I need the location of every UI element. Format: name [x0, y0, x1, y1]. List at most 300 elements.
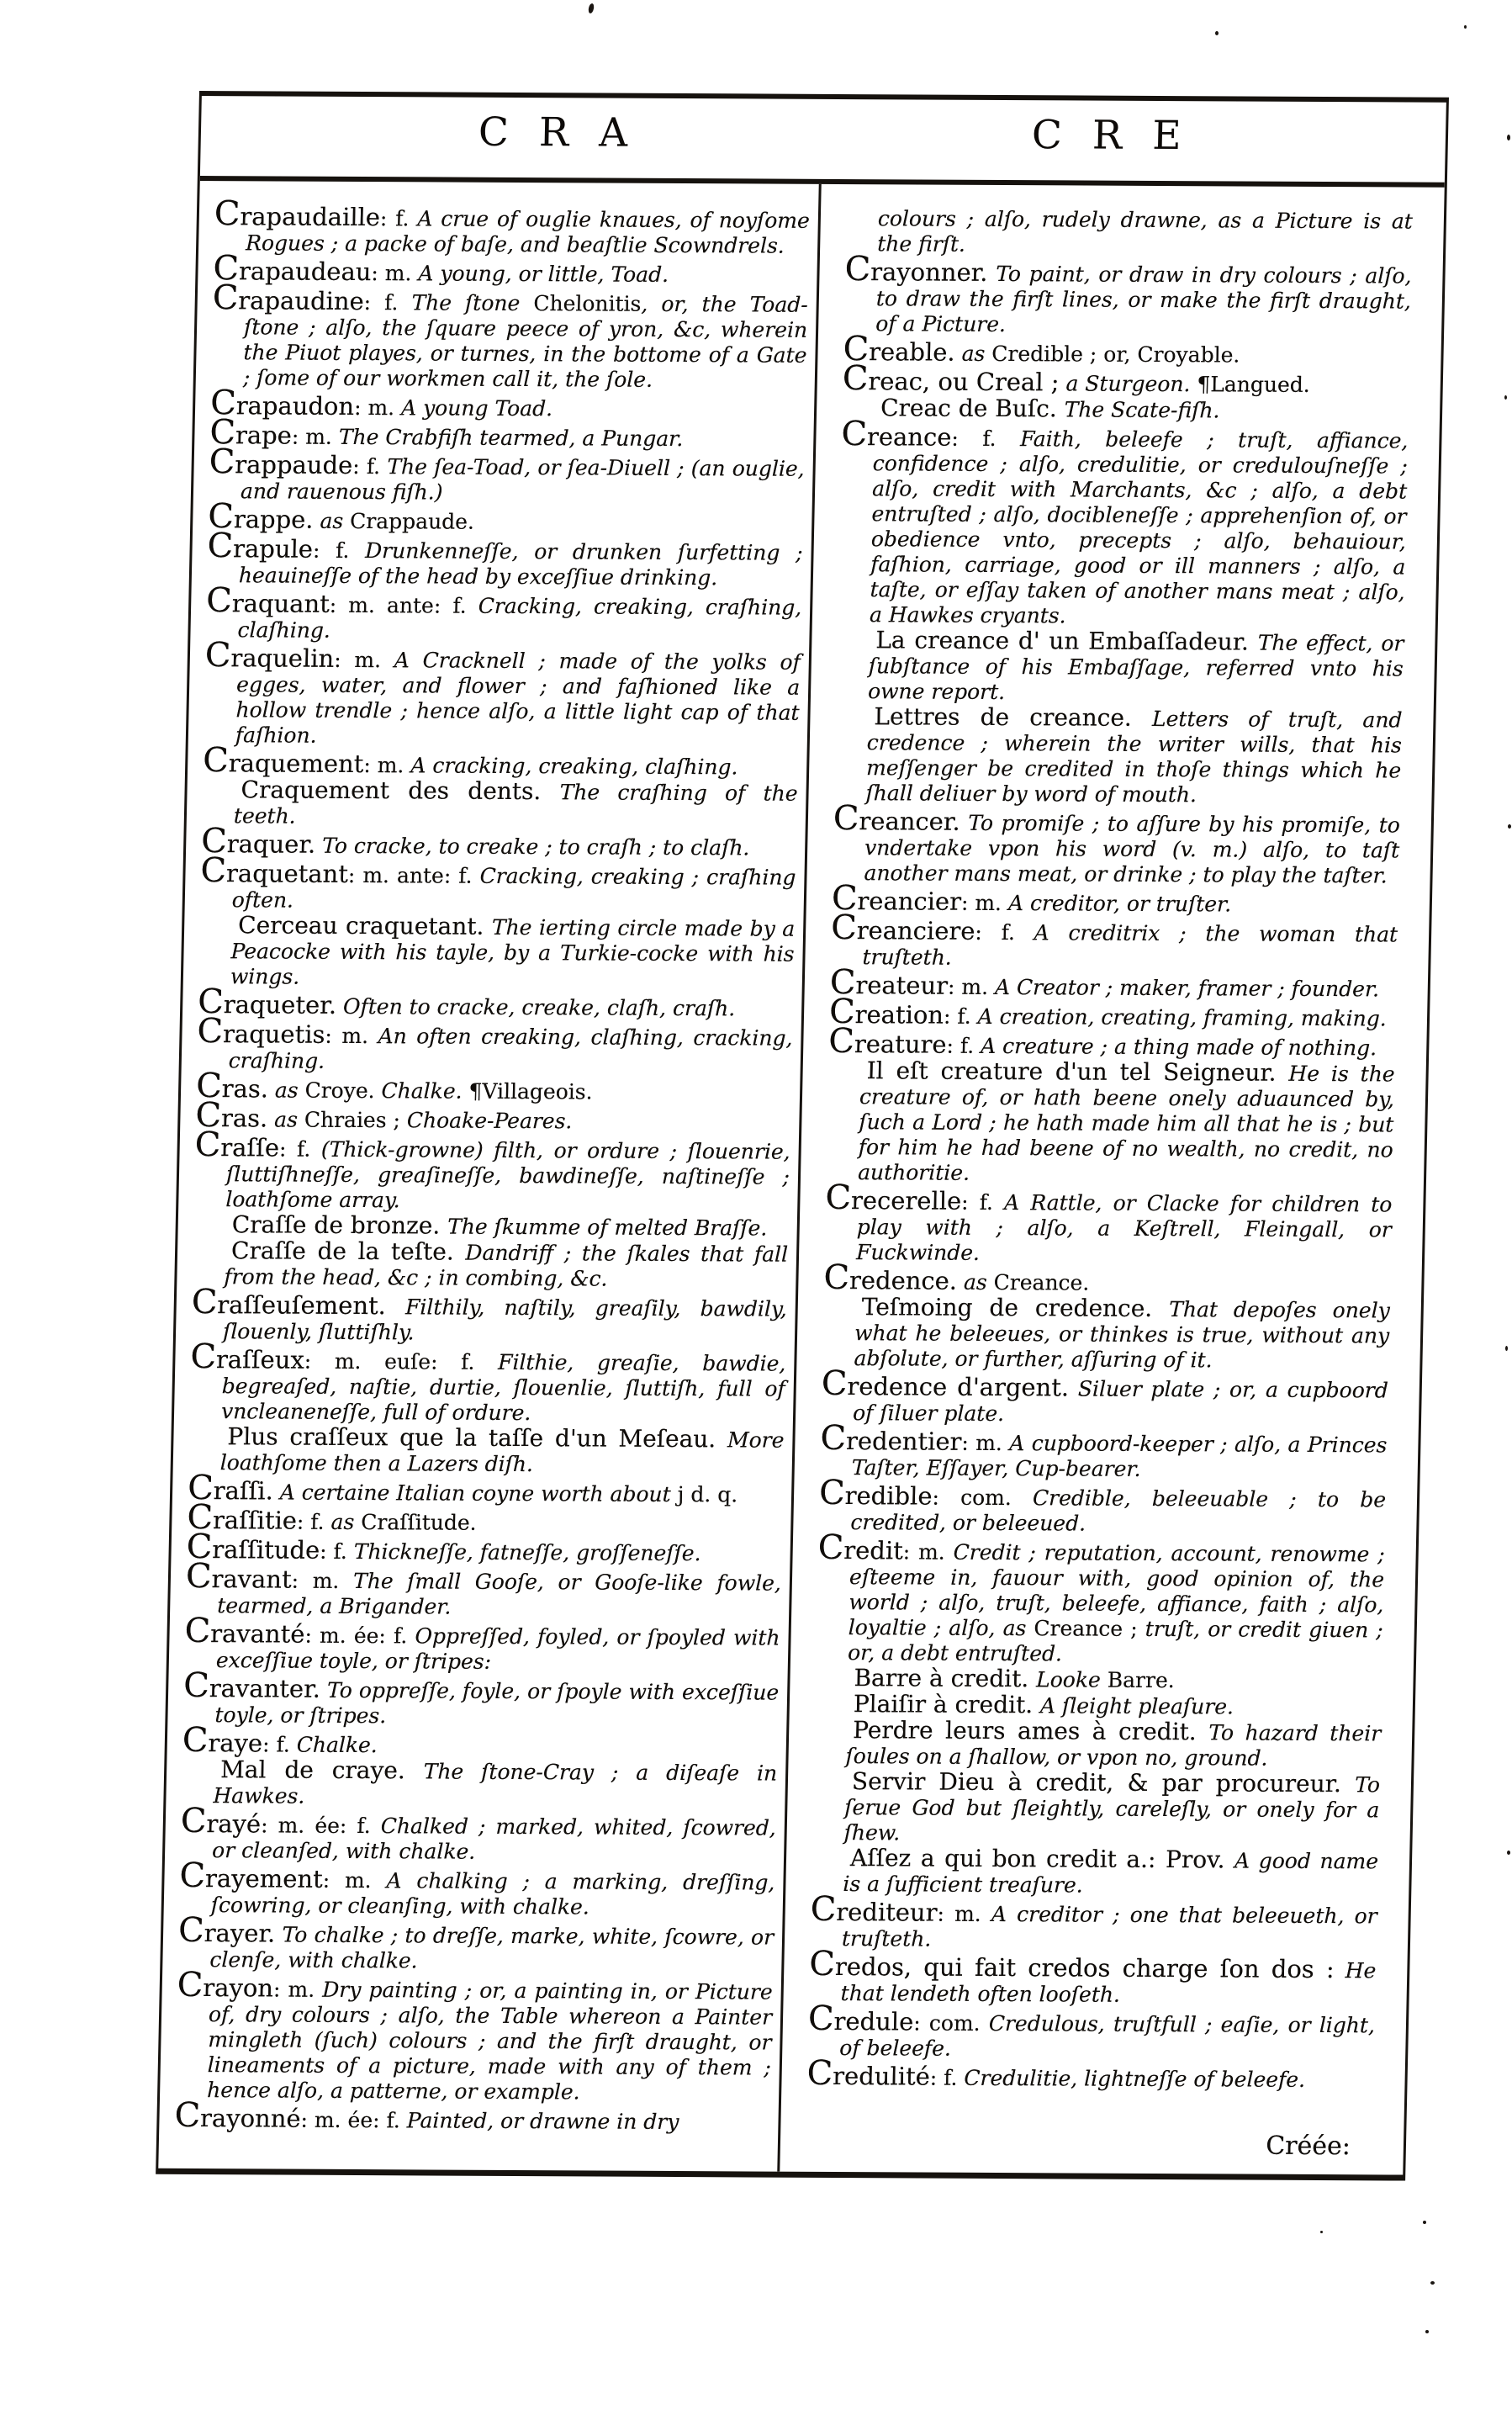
definition-text: : f. — [929, 2065, 965, 2090]
dictionary-subentry — [198, 913, 796, 993]
headword-initial: C — [200, 851, 227, 891]
definition-text: as — [330, 1509, 362, 1535]
headword: Createur — [829, 962, 949, 1003]
dictionary-entry — [204, 636, 801, 751]
dictionary-entry — [175, 1965, 774, 2106]
headword-initial: C — [200, 822, 228, 861]
headword-initial: C — [833, 798, 860, 839]
headword-initial: C — [197, 1012, 224, 1051]
subentry-phrase: Aſſez a qui bon credit a.: Prov. — [849, 1844, 1235, 1874]
headword-initial: C — [207, 497, 235, 537]
headword: Credit — [817, 1528, 904, 1568]
headword-initial: C — [205, 581, 233, 621]
definition-text: : m. — [363, 753, 411, 778]
definition-text: as — [267, 1107, 305, 1132]
definition-text: Credulous, truſtfull ; eaſie, or light, of beleefe. — [839, 2010, 1376, 2061]
definition-text: : m. — [353, 395, 402, 421]
dictionary-entry — [207, 527, 803, 591]
dictionary-subentry — [826, 1058, 1395, 1189]
definition-text: The ſkumme of melted Braſſe. — [447, 1214, 768, 1241]
subentry-phrase: Perdre leurs ames à credit. — [852, 1716, 1209, 1746]
definition-text: To chalke ; to dreſſe, marke, white, ſcowre, or clenſe, with chalke. — [209, 1922, 775, 1973]
dictionary-subentry — [192, 1238, 788, 1293]
definition-text: : f. — [352, 453, 388, 479]
headword: Creac, ou Creal ; — [842, 359, 1060, 399]
definition-text: : f. — [278, 1136, 322, 1162]
dictionary-entry — [810, 1889, 1377, 1955]
headword-initial: C — [202, 741, 230, 781]
headword-initial: C — [191, 1282, 218, 1322]
definition-text: : com. — [912, 2010, 990, 2036]
definition-text: The ſmall Gooſe, or Gooſe-like fowle, tearmed, a Brigander. — [216, 1568, 782, 1619]
dictionary-subentry — [202, 777, 798, 832]
headword-initial: C — [817, 1528, 844, 1568]
headword: Crayon — [177, 1965, 274, 2005]
definition-text: Craſſitude. — [360, 1510, 477, 1535]
dictionary-entry — [195, 1095, 791, 1136]
headword-initial: C — [844, 250, 871, 289]
dictionary-entry — [182, 1665, 780, 1731]
headword-initial: C — [212, 278, 239, 318]
dictionary-entry — [806, 2053, 1374, 2094]
headword-initial: C — [180, 1801, 208, 1841]
definition-text: : m. — [960, 890, 1009, 916]
headword: Credule — [807, 1999, 914, 2038]
definition-text: A chalking ; a marking, dreſſing, ſcowring, or cleanſing, with chalke. — [210, 1868, 775, 1920]
definition-text: The effect, or ſubſtance of his Embaſſage, referred vnto his owne report. — [867, 630, 1404, 705]
headword: Crapaudaille — [214, 194, 381, 234]
entry-continuation — [845, 206, 1413, 260]
headword: Cras. — [195, 1066, 269, 1106]
definition-text: Siluer plate ; or, a cupboord of ſiluer plate. — [852, 1376, 1389, 1427]
scan-speckle — [1504, 395, 1507, 400]
definition-text: A creditor, or truſter. — [1007, 891, 1232, 917]
right-column — [806, 206, 1413, 2093]
headword: Creance — [841, 415, 952, 454]
definition-text: : f. — [975, 919, 1035, 945]
definition-text: : m. ée: f. — [300, 2107, 408, 2133]
page-border — [156, 91, 1449, 2181]
headword-initial: C — [186, 1497, 214, 1538]
dictionary-entry — [197, 1012, 793, 1077]
subentry-phrase: Mal de craye. — [219, 1755, 425, 1785]
headword: Crecerelle — [825, 1178, 962, 1218]
definition-text: : f. — [379, 206, 418, 231]
definition-text: A creditor ; one that beleeueth, or truſteth. — [841, 1901, 1377, 1951]
definition-text: Chalke. — [381, 1078, 469, 1104]
definition-text: A good name is a ſufficient treaſure. — [843, 1848, 1379, 1898]
definition-text: That depoſes onely what he beleeues, or thinkes is true, without any abſolute, or further, aſſuring of it. — [854, 1297, 1391, 1373]
headword-initial: C — [187, 1468, 214, 1508]
definition-text: A creation, creating, framing, making. — [977, 1003, 1388, 1031]
definition-text: a Sturgeon. — [1059, 371, 1197, 397]
headword-initial: C — [207, 527, 234, 566]
headword: Crapaudine — [212, 278, 365, 318]
dictionary-subentry — [811, 1845, 1378, 1900]
headword: Creable. — [843, 330, 956, 369]
dictionary-entry — [808, 1944, 1377, 2010]
headword-initial: C — [195, 1066, 223, 1106]
headword-initial: C — [843, 330, 870, 369]
definition-text: Dry painting ; or, a painting in, or Picture of, dry colours ; alſo, the Table whereon a Painter mingleth (ſuch) colours ; and the firſt draught, or lineaments of a picture, made with any of them ; hence alſo, a patterne, or example. — [206, 1977, 774, 2105]
definition-text: To oppreſſe, foyle, or ſpoyle with exceſſiue toyle, or ſtripes. — [214, 1677, 780, 1729]
definition-text: A young, or little, Toad. — [418, 261, 669, 287]
headword-initial: C — [823, 1258, 850, 1298]
subentry-phrase: Plus craſſeux que la taſſe d'un Meſeau. — [227, 1422, 728, 1454]
definition-text: Oppreſſed, foyled, or ſpoyled with exceſſiue toyle, or ſtripes: — [215, 1623, 780, 1674]
definition-text: He is the creature of, or hath beene onely aduaunced by, ſuch a Lord ; he hath made him all that he is ; but for him he had beene of no wealth, no credit, no authoritie. — [857, 1061, 1395, 1185]
dictionary-entry — [185, 1556, 782, 1622]
definition-text: : m. ée: f. — [260, 1813, 382, 1839]
headword: Crapaudon — [209, 384, 355, 423]
headword: Craſſitude — [186, 1527, 320, 1567]
headword-initial: C — [174, 2095, 201, 2136]
definition-text: : m. — [291, 424, 340, 449]
headword-initial: C — [810, 1889, 837, 1929]
dictionary-entry — [829, 962, 1397, 1003]
definition-text: Drunkenneſſe, or drunken ſurfetting ; heauineſſe of the head by exceſſiue drinking. — [238, 538, 803, 590]
headword: Creature — [827, 1021, 947, 1062]
dictionary-subentry — [836, 628, 1404, 707]
definition-text: Dandriff ; the ſkales that fall from the head, &c ; in combing, &c. — [224, 1240, 789, 1291]
dictionary-entry — [816, 1528, 1385, 1669]
dictionary-entry — [197, 982, 794, 1022]
scan-speckle — [1508, 824, 1511, 829]
dictionary-entry — [207, 497, 804, 537]
definition-text: as — [954, 341, 992, 366]
definition-text: A creditrix ; the woman that truſteth. — [862, 920, 1398, 970]
headword-initial: C — [189, 1337, 217, 1377]
headword: Craye — [182, 1720, 263, 1761]
headword-initial: C — [828, 992, 856, 1032]
dictionary-entry — [187, 1468, 784, 1508]
headword: Craquant — [205, 581, 330, 621]
definition-text: Creance ; — [1034, 1616, 1146, 1641]
right-column-wrap — [780, 184, 1444, 2175]
dictionary-entry — [214, 194, 811, 259]
headword-initial: C — [209, 384, 237, 423]
headword: Craſſitie — [186, 1497, 298, 1538]
headword-initial: C — [820, 1418, 847, 1459]
definition-text: A cracking, creaking, claſhing. — [410, 753, 738, 780]
scan-speckle — [1430, 2281, 1435, 2285]
dictionary-entry — [209, 384, 806, 423]
headword-initial: C — [806, 2053, 833, 2093]
dictionary-subentry — [813, 1718, 1381, 1772]
headword: Crayonner. — [844, 250, 988, 289]
headword-initial: C — [177, 1965, 204, 2005]
dictionary-subentry — [188, 1424, 785, 1479]
headword-initial: C — [185, 1556, 213, 1597]
definition-text: : f. — [946, 1033, 981, 1058]
definition-text: : f. — [951, 426, 1021, 452]
definition-text: The craſhing of the teeth. — [233, 780, 798, 829]
definition-text: : f. — [960, 1189, 1005, 1215]
definition-text: : m. — [937, 1901, 992, 1926]
definition-text: To promiſe ; to aſſure by his promiſe, to vndertake vpon his word (v. m.) alſo, to taſt another mans meat, or drinke ; to play the taſter. — [864, 810, 1401, 888]
dictionary-entry — [818, 1473, 1387, 1538]
headword: Craquement — [202, 741, 364, 781]
dictionary-entry — [838, 415, 1409, 631]
definition-text: The Crabfiſh tearmed, a Pungar. — [338, 424, 684, 452]
definition-text: Letters of truſt, and credence ; wherein the writer wills, that his meſſenger be credited in thoſe things which he ſhall deliuer by word of mouth. — [865, 706, 1403, 808]
dictionary-entry — [843, 250, 1412, 340]
definition-text: Often to cracke, creake, claſh, craſh. — [336, 993, 736, 1021]
definition-text: Chraies ; — [304, 1107, 408, 1133]
dictionary-entry — [830, 908, 1398, 973]
headword: Credentier — [820, 1418, 962, 1459]
dictionary-entry — [177, 1910, 775, 1976]
headword: Crayement — [179, 1856, 324, 1896]
dictionary-entry — [193, 1125, 790, 1215]
headword: Cras. — [195, 1095, 268, 1136]
definition-text: Credit ; reputation, account, renowme ; eſteeme in, fauour with, good opinion of, the world ; alſo, truſt, beleefe, affiance, faith ; alſo, loyaltie ; alſo, as — [848, 1539, 1385, 1641]
headword-initial: C — [827, 1021, 855, 1062]
definition-text: as — [956, 1269, 995, 1295]
headword: Credulité — [806, 2053, 931, 2093]
dictionary-subentry — [181, 1757, 777, 1812]
definition-text: A young Toad. — [400, 395, 553, 421]
dictionary-entry — [843, 330, 1410, 369]
dictionary-entry — [211, 278, 809, 394]
catchword: Créée: — [1265, 2131, 1351, 2162]
headword: Craquetant — [200, 851, 349, 891]
definition-text: : com. — [932, 1485, 1034, 1511]
text-columns — [158, 181, 1444, 2175]
headword: Craquetis — [197, 1012, 325, 1051]
headword: Craſſeux — [189, 1337, 305, 1377]
definition-text: Filthie, greaſie, bawdie, begreaſed, naſtie, durtie, ſlouenlie, ſluttiſh, full of vncleaneneſſe, full of ordure. — [220, 1349, 786, 1426]
definition-text: Faith, beleefe ; truſt, affiance, confidence ; alſo, credulitie, or credulouſneſſe ; alſo, credit with Marchants, &c ; alſo, a debt entruſted ; alſo, docibleneſſe ; apprehenſion of, or obedience vnto, precepts ; alſo, behauiour, faſhion, carriage, good or ill manners ; alſo, a taſte, or eſſay taken of another mans meat ; alſo, a Hawkes cryants. — [869, 426, 1409, 628]
definition-text: : m. — [272, 1977, 323, 2002]
subentry-phrase: Servir Dieu à credit, & par procureur. — [851, 1767, 1356, 1798]
dictionary-entry — [831, 878, 1399, 919]
headword: Creancer. — [833, 798, 961, 839]
headword: Creation — [828, 992, 944, 1032]
headword-initial: C — [821, 1364, 848, 1404]
dictionary-entry — [174, 2095, 770, 2136]
definition-text: Cracking, creaking ; craſhing often. — [231, 863, 796, 913]
dictionary-entry — [213, 249, 809, 289]
scan-speckle — [1464, 25, 1467, 29]
definition-text: : m. — [902, 1539, 954, 1565]
scan-speckle — [1320, 2231, 1323, 2233]
dictionary-entry — [179, 1856, 775, 1921]
headword-initial: C — [197, 982, 225, 1022]
subentry-phrase: Lettres de creance. — [874, 702, 1153, 732]
headword-initial: C — [807, 1999, 835, 2038]
headword-initial: C — [195, 1095, 222, 1136]
dictionary-entry — [209, 442, 805, 507]
headword: Creanciere — [830, 908, 975, 948]
definition-text: Credulitie, lightneſſe of beleefe. — [964, 2065, 1306, 2092]
definition-text: Barre. — [1107, 1667, 1176, 1693]
definition-text: : m. — [333, 647, 395, 673]
definition-text: j d. q. — [677, 1482, 738, 1507]
definition-text: (Thick-growne) filth, or ordure ; ſlouenrie, ſluttiſhneſſe, greaſineſſe, bawdineſſe, naſtineſſe ; loathſome array. — [225, 1136, 790, 1213]
definition-text: ¶Villageois. — [468, 1078, 593, 1104]
scan-speckle — [1425, 2330, 1429, 2333]
definition-text: : m. — [371, 261, 419, 286]
definition-text: as — [313, 508, 351, 533]
definition-text: Chelonitis — [533, 291, 642, 316]
definition-text: Croye. — [304, 1078, 382, 1104]
headword: Crediteur — [810, 1889, 938, 1929]
definition-text: Crappaude. — [349, 508, 475, 534]
headword-initial: C — [214, 194, 241, 234]
definition-text: Thickneſſe, fatneſſe, groſſeneſſe. — [353, 1538, 701, 1566]
dictionary-entry — [200, 822, 797, 861]
scan-speckle — [1507, 1851, 1510, 1855]
definition-text: Chalked ; marked, whited, ſcowred, or cleanſed, with chalke. — [211, 1814, 777, 1864]
definition-text: A crue of ouglie knaues, of noyſome Rogues ; a packe of baſe, and beaſtlie Scowndrels. — [245, 206, 811, 258]
definition-text: A certaine Italian coyne worth about — [272, 1480, 678, 1507]
headword-initial: C — [209, 413, 236, 453]
headword: Crayer. — [177, 1910, 276, 1951]
dictionary-entry — [205, 581, 802, 646]
subentry-phrase: Plaiſir à credit. — [853, 1690, 1041, 1719]
headword-initial: C — [841, 415, 868, 454]
definition-text: More loathſome then a Lazers diſh. — [219, 1427, 785, 1477]
dictionary-entry — [180, 1801, 777, 1867]
definition-text: : f. — [943, 1003, 978, 1029]
definition-text: The ſtone-Cray ; a diſeaſe in Hawkes. — [213, 1759, 778, 1808]
headword: Credence d'argent. — [821, 1364, 1070, 1404]
headword: Cravanter. — [182, 1665, 321, 1706]
dictionary-entry — [184, 1611, 780, 1676]
definition-text: The ſtone — [411, 290, 534, 316]
dictionary-entry — [819, 1418, 1388, 1484]
dictionary-entry — [828, 992, 1397, 1032]
subentry-phrase: Creac de Buſc. — [880, 394, 1065, 423]
scan-speckle — [1507, 135, 1510, 140]
dictionary-entry — [200, 851, 796, 916]
definition-text: : f. — [363, 290, 412, 315]
definition-text: colours ; alſo, rudely drawne, as a Picture is at the firſt. — [876, 206, 1414, 257]
page-header-left: CRA — [478, 109, 658, 156]
dictionary-entry — [209, 413, 806, 453]
headword-initial: C — [808, 1944, 836, 1983]
definition-text: : m. euſe: f. — [304, 1348, 499, 1374]
headword-initial: C — [184, 1611, 211, 1651]
definition-text: : f. — [319, 1538, 355, 1564]
headword: Crappaude — [209, 442, 353, 482]
scan-speckle — [1505, 1346, 1508, 1351]
subentry-phrase: Cerceau craquetant. — [237, 911, 493, 940]
definition-text: : f. — [312, 537, 366, 564]
dictionary-entry — [821, 1364, 1389, 1429]
scan-speckle — [588, 3, 595, 14]
definition-text: To ſerue God but ſleightly, careleſly, or onely for a ſhew. — [843, 1772, 1381, 1845]
definition-text: Choake-Peares. — [406, 1108, 573, 1134]
definition-text: , or, the Toad-ſtone ; alſo, the ſquare peece of yron, &c, wherein the Piuot playes, or turnes, in the bottome of a Gate ; ſome of our workmen call it, the ſole. — [242, 291, 809, 392]
definition-text: The Scate-fiſh. — [1064, 397, 1220, 423]
scan-speckle — [1215, 31, 1219, 35]
page-header-right: CRE — [1031, 112, 1213, 160]
headword: Craqueter. — [197, 982, 337, 1022]
definition-text: Filthily, naſtily, greaſily, bawdily, ſlouenly, ſluttiſhly. — [222, 1295, 788, 1345]
definition-text: An often creaking, claſhing, cracking, craſhing. — [228, 1024, 793, 1073]
definition-text: A Rattle, or Clacke for children to play with ; alſo, a Keſtrell, Fleingall, or Fuckwinde. — [855, 1190, 1393, 1265]
definition-text: as — [267, 1078, 305, 1103]
subentry-phrase: Il eſt creature d'un tel Seigneur. — [866, 1056, 1289, 1087]
headword-initial: C — [818, 1473, 846, 1513]
headword-initial: C — [194, 1125, 221, 1165]
headword-initial: C — [830, 908, 858, 948]
definition-text: Credible, beleeuable ; to be credited, or beleeued. — [850, 1485, 1387, 1536]
dictionary-entry — [186, 1527, 782, 1567]
headword: Cravanté — [184, 1611, 305, 1651]
subentry-phrase: Craquement des dents. — [241, 776, 560, 806]
definition-text: The ſea-Toad, or ſea-Diuell ; (an ouglie, and rauenous fiſh.) — [240, 454, 805, 505]
headword: Crappe. — [207, 497, 314, 537]
headword-initial: C — [209, 442, 235, 482]
headword-initial: C — [179, 1856, 206, 1896]
dictionary-entry — [195, 1066, 792, 1106]
headword: Crape — [209, 413, 293, 453]
definition-text: To cracke, to creake ; to craſh ; to claſh. — [315, 833, 750, 861]
headword-initial: C — [829, 962, 856, 1003]
dictionary-subentry — [833, 704, 1403, 809]
dictionary-entry — [824, 1178, 1393, 1268]
subentry-phrase: Teſmoing de credence. — [861, 1293, 1170, 1323]
dictionary-entry — [189, 1337, 786, 1427]
headword: Craſſi. — [187, 1468, 274, 1508]
headword: Cravant — [185, 1556, 293, 1597]
definition-text: : m. ante: f. — [347, 862, 480, 888]
headword: Crayonné — [174, 2095, 302, 2136]
definition-text: Credible ; or, Croyable. — [991, 341, 1240, 368]
headword-initial: C — [204, 636, 232, 675]
headword-initial: C — [182, 1720, 209, 1761]
definition-text: : m. — [947, 974, 996, 999]
definition-text: Creance. — [993, 1269, 1090, 1295]
headword: Credible — [818, 1473, 933, 1513]
definition-text: A creature ; a thing made of nothing. — [980, 1033, 1377, 1061]
dictionary-entry — [191, 1282, 788, 1348]
definition-text: : f. — [296, 1509, 331, 1534]
definition-text: : f. — [262, 1732, 298, 1757]
headword: Credos, qui fait credos charge ſon dos : — [808, 1944, 1335, 1984]
headword: Crapaudeau — [213, 249, 372, 289]
subentry-phrase: La creance d' un Embaſſadeur. — [875, 626, 1259, 656]
definition-text: : m. — [961, 1430, 1010, 1456]
headword-initial: C — [831, 878, 859, 919]
headword-initial: C — [177, 1910, 205, 1951]
headword: Craquelin — [204, 636, 335, 675]
headword-initial: C — [182, 1665, 210, 1706]
headword: Creancier — [831, 878, 962, 919]
definition-text: A Creator ; maker, framer ; founder. — [994, 974, 1380, 1002]
dictionary-entry — [832, 798, 1401, 889]
definition-text: : m. ante: f. — [329, 592, 479, 618]
definition-text: ¶Langued. — [1197, 372, 1311, 397]
dictionary-entry — [807, 1999, 1376, 2064]
headword-initial: C — [186, 1527, 213, 1567]
definition-text: Looke — [1035, 1667, 1108, 1692]
headword: Credence. — [823, 1258, 958, 1298]
subentry-phrase: Craſſe de bronze. — [231, 1210, 448, 1240]
definition-text: Painted, or drawne in dry — [406, 2108, 679, 2135]
headword-initial: C — [825, 1178, 852, 1218]
headword: Craſſe — [194, 1125, 280, 1165]
headword: Craſſeuſement. — [191, 1282, 387, 1322]
definition-text: He that lendeth often looſeth. — [840, 1958, 1377, 2007]
headword-initial: C — [842, 359, 870, 399]
left-column — [158, 181, 821, 2172]
definition-text: : m. — [325, 1023, 378, 1049]
subentry-phrase: Barre à credit. — [854, 1664, 1037, 1693]
